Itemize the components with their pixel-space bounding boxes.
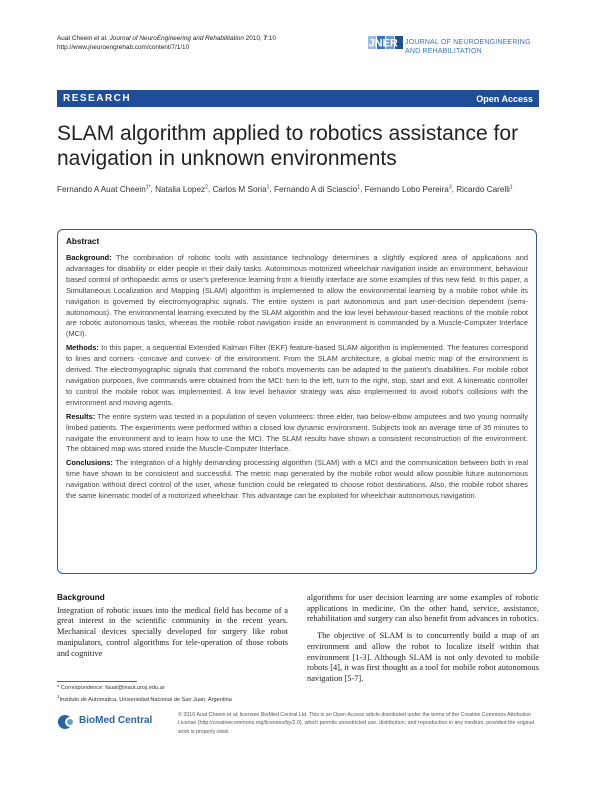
correspondence-note[interactable]: * Correspondence: fauat@inaut.unsj.edu.ar — [57, 685, 165, 691]
body-right-column — [307, 593, 539, 685]
body-paragraph: Integration of robotic issues into the medical field has become of a great interest in the scientific community in the recent years. Mechanical devices specially developed for surgery like robot manipulators, control algorithms for tele-operation of those robots and cognitive — [57, 605, 288, 658]
journal-logo — [368, 34, 538, 68]
license-text: © 2010 Auat Cheein et al; licensee BioMed Central Ltd. This is an Open Access article distributed under the terms of the Creative Commons Attribution License (http://creativecommons.org/licenses/by/2.0), which permits unrestricted use, distribution, and reproduction in any medium, provided the original work is properly cited. — [178, 712, 534, 735]
citation-line: Auat Cheein et al. Journal of NeuroEngineering and Rehabilitation 2010, 7:10 — [57, 35, 276, 42]
affiliation-note: $^1$Instituto de Automatica, Universidad Nacional de San Juan, Argentina — [57, 693, 232, 703]
abstract-conclusions: Conclusions: The integration of a highly demanding processing algorithm (SLAM) with a MCI and the communication between both in real time have shown to be consistent and successful. The metric map generated by the mobile robot would allow possible future autonomous navigation without direct control of the user, whose function could be relegated to choose robot destinations. Also, the mobile robot shares the same kinematic model of a motorized wheelchair. This advantage can be exploited for wheelchair autonomous navigation. — [66, 458, 529, 501]
body-left-column — [57, 593, 288, 659]
article-url[interactable]: http://www.jneuroengrehab.com/content/7/1/10 — [57, 44, 190, 51]
publisher-logo — [57, 712, 167, 732]
abstract-background: Background: The combination of robotic tools with assistance technology determines a slightly explored area of applications and advantages for disability or elder people in their daily tasks. Autonomous motorized wheelchair navigation inside an environment, behaviour based control of orthopaedic arms or user's preference learning from a friendly interface are some examples of this new field. In this paper, a Simultaneous Localization and Mapping (SLAM) algorithm is implemented to allow the environmental learning by a mobile robot while its navigation is governed by electromyographic signals. The entire system is part autonomous and part user-decision dependent (semi-autonomous). The environmental learning executed by the SLAM algorithm and the low level behaviour-based reactions of the mobile robot are robotic autonomous tasks, whereas the mobile robot navigation inside an environment is commanded by a Muscle-Computer Interface (MCI). — [66, 253, 528, 339]
author[interactable]: Carlos M Soria$^1$ — [212, 184, 270, 194]
article-title: SLAM algorithm applied to robotics assistance for navigation in unknown environments — [57, 122, 519, 170]
publisher-name: BioMed Central — [79, 715, 153, 726]
open-access-label: Open Access — [476, 93, 533, 104]
section-heading-background: Background — [57, 593, 105, 602]
article-type-banner — [57, 90, 539, 107]
jner-logo-icon — [368, 34, 404, 64]
biomed-central-icon — [57, 712, 77, 732]
author[interactable]: Fernando A Auat Cheein$^{1*}$ — [57, 184, 151, 194]
running-header — [57, 34, 276, 52]
author[interactable]: Natalia Lopez$^2$ — [155, 184, 208, 194]
abstract-methods: Methods: In this paper, a sequential Extended Kalman Filter (EKF) feature-based SLAM algorithm is implemented. The features correspond to lines and corners -concave and convex- of the environment. From the SLAM architecture, a global metric map of the environment is derived. The electromyographic signals that command the robot's movements can be adapted to the patient's disabilities. For mobile robot navigation purposes, five commands were obtained from the MCI: turn to the left, turn to the right, stop, start and exit. A kinematic controller to control the mobile robot was implemented. A low level behavior strategy was also implemented to avoid robot's collisions with the environment and moving agents. — [66, 343, 528, 407]
author-list: Fernando A Auat Cheein$^{1*}$, Natalia Lopez$^2$, Carlos M Soria$^1$, Fernando A di Sciascio$^1$, Fernando Lobo Pereira$^3$, Ricardo Carelli$^1$ — [57, 184, 513, 194]
footnote-divider — [57, 681, 137, 682]
abstract-heading: Abstract — [66, 237, 100, 246]
footnotes — [57, 684, 297, 704]
body-paragraph: The objective of SLAM is to concurrently build a map of an environment and allow the robot to localize itself within that environment [1-3]. Although SLAM is not only devoted to mobile robots [4], it was first thought as a tool for mobile robot autonomous navigation [5-7]. — [307, 631, 539, 683]
author[interactable]: Ricardo Carelli$^1$ — [456, 184, 513, 194]
author[interactable]: Fernando Lobo Pereira$^3$ — [364, 184, 452, 194]
author[interactable]: Fernando A di Sciascio$^1$ — [273, 184, 361, 194]
logo-mark-text: JNER — [368, 37, 398, 50]
body-paragraph: algorithms for user decision learning are some examples of robotic applications in medicine. On the other hand, service, assistance, rehabilitation and surgery can also benefit from advances in robotics. — [307, 593, 539, 624]
journal-name: JOURNAL OF NEUROENGINEERING AND REHABILITATION — [405, 39, 531, 55]
article-type-label: RESEARCH — [63, 93, 132, 104]
abstract-box — [57, 229, 537, 574]
abstract-results: Results: The entire system was tested in a population of seven volunteers: three elder, two below-elbow amputees and two young normally limbed patients. The experiments were performed within a closed low dynamic environment. Subjects took an average time of 35 minutes to navigate the environment and to learn how to use the MCI. The SLAM results have shown a consistent reconstruction of the environment. The obtained map was stored inside the Muscle-Computer Interface. — [66, 411, 528, 454]
